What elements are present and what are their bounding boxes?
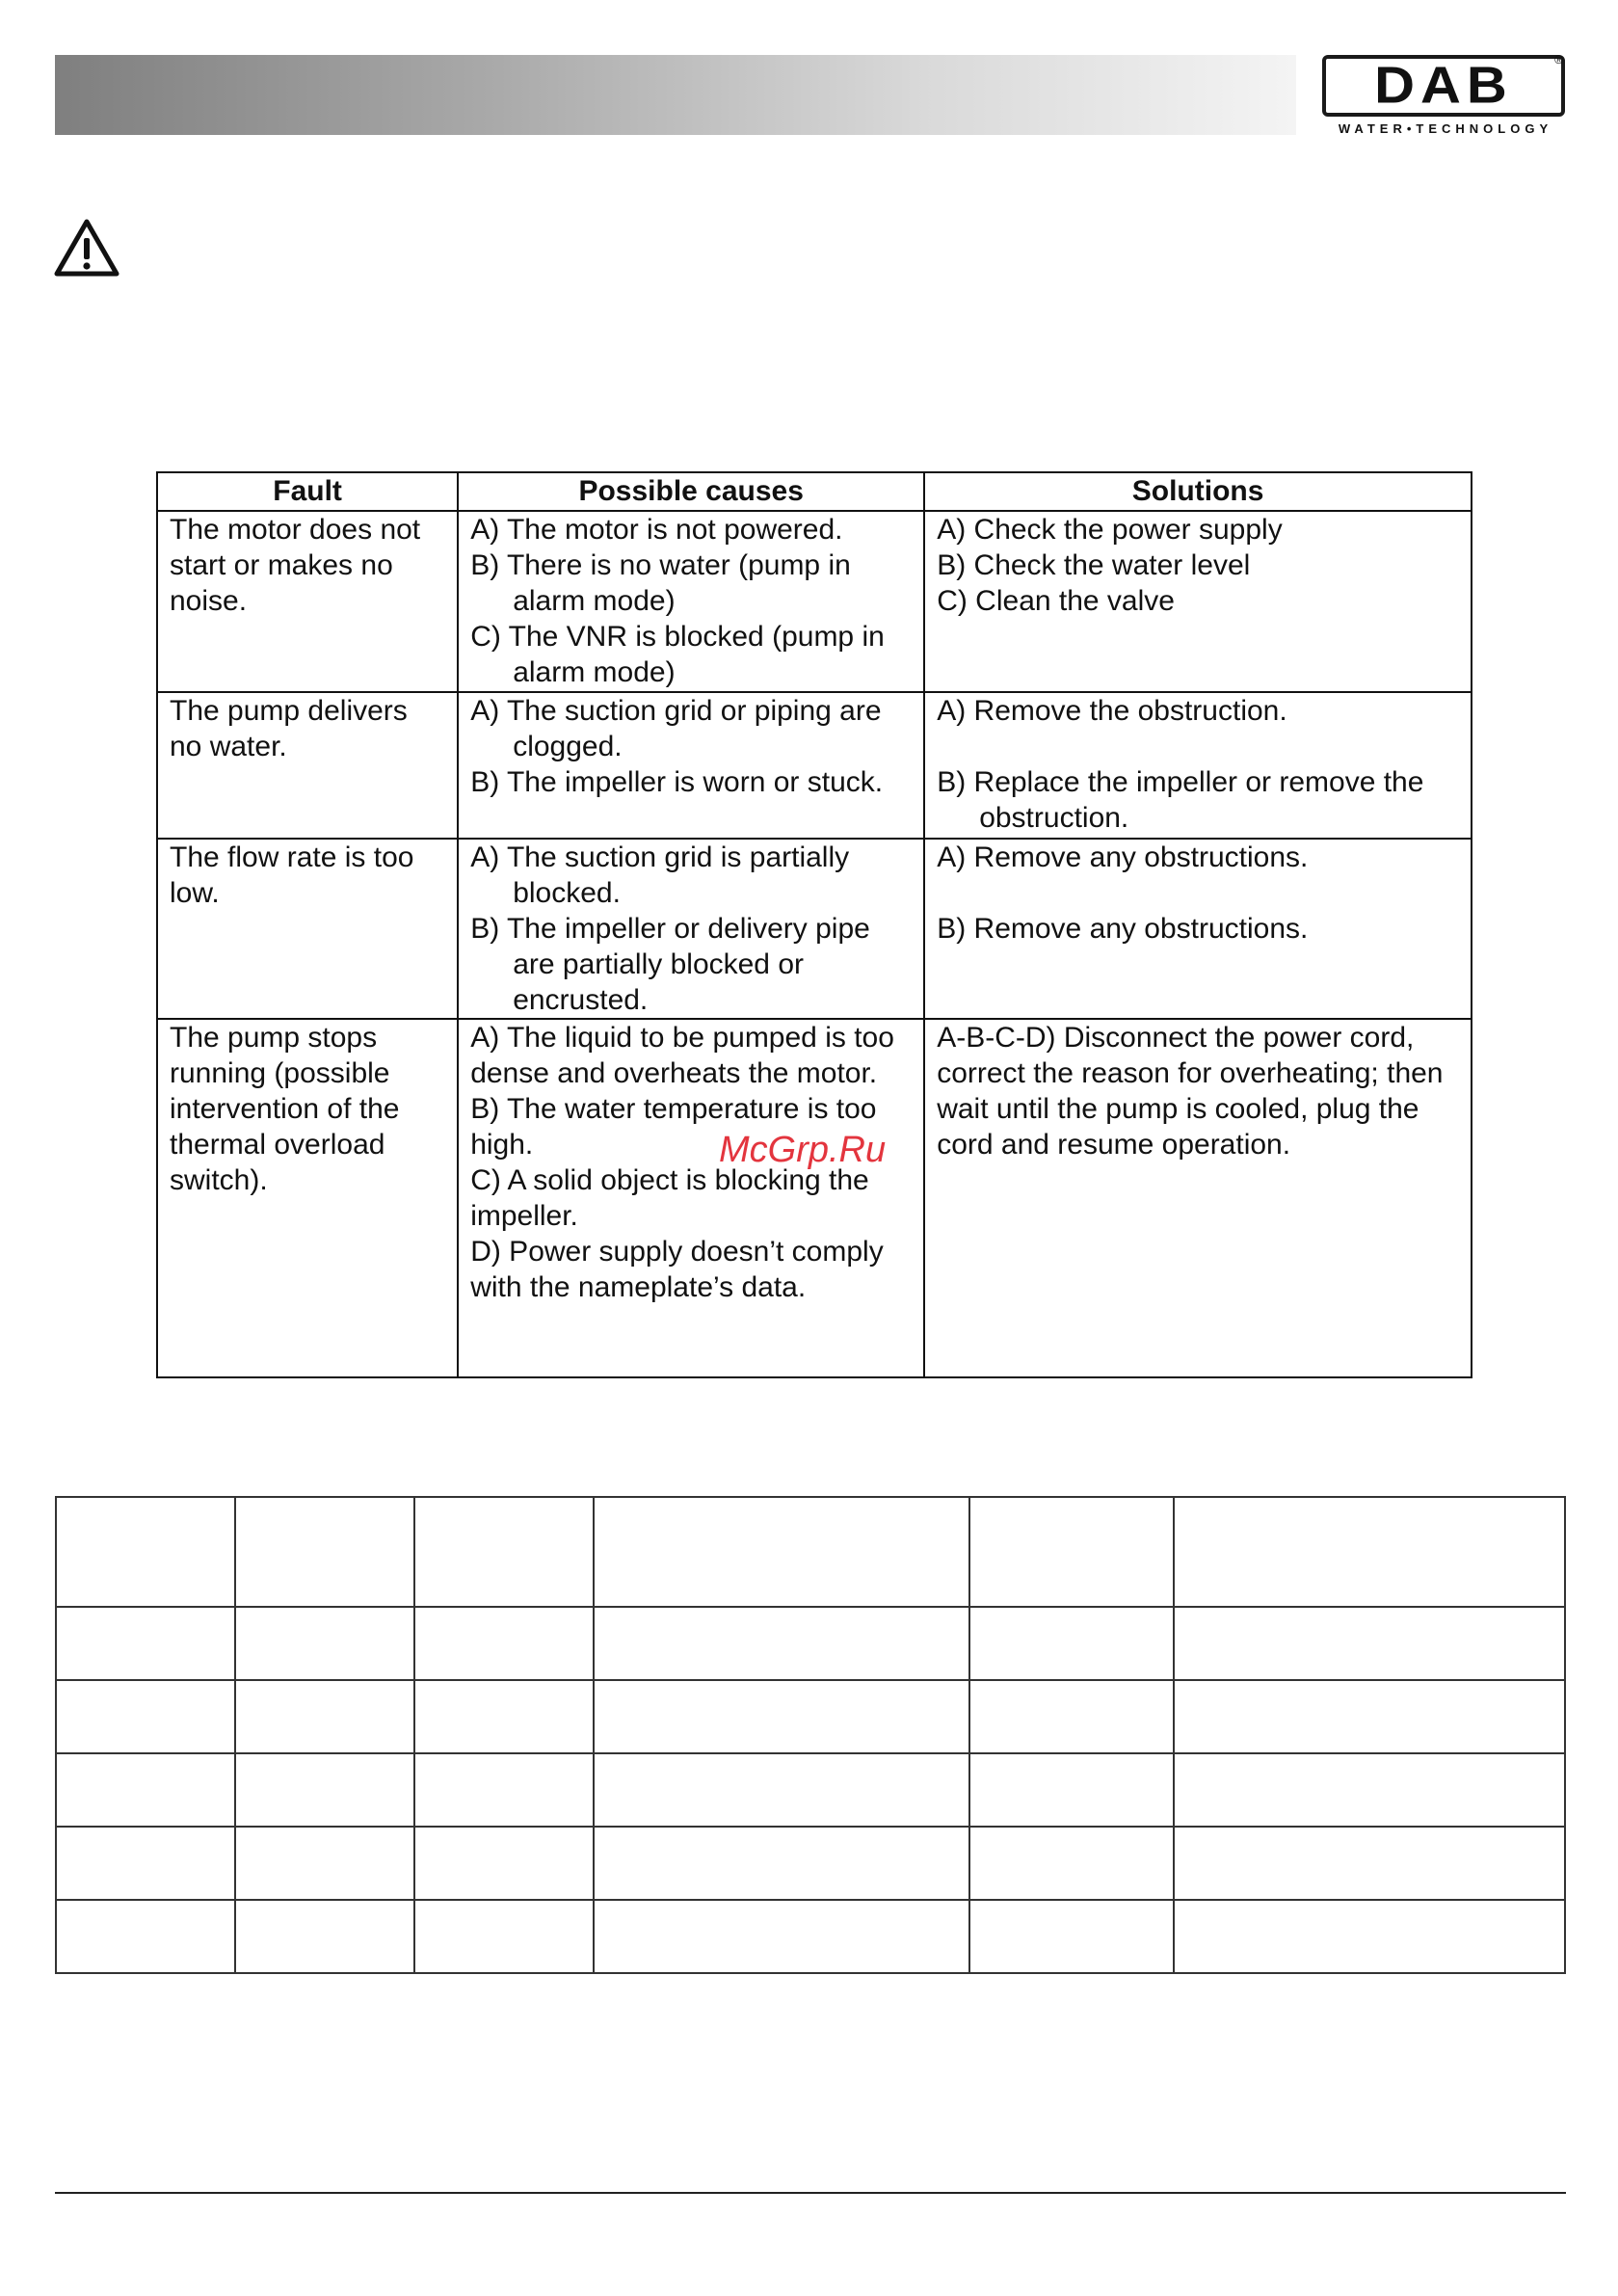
table-cell xyxy=(1174,1680,1565,1753)
table-cell xyxy=(594,1753,969,1827)
cause-item: A) The liquid to be pumped is too dense and overheats the motor. xyxy=(470,1022,894,1089)
table-cell xyxy=(56,1497,235,1607)
causes-cell xyxy=(458,692,924,839)
table-row xyxy=(56,1607,1565,1680)
table-cell xyxy=(594,1827,969,1900)
table-row xyxy=(157,692,1472,839)
table-cell xyxy=(56,1827,235,1900)
header-fault: Fault xyxy=(157,472,458,511)
table-cell xyxy=(235,1753,414,1827)
cause-item: C) The VNR is blocked (pump in alarm mode) xyxy=(470,621,885,688)
cause-item: B) The impeller is worn or stuck. xyxy=(470,766,884,798)
table-cell xyxy=(235,1827,414,1900)
table-cell xyxy=(414,1827,594,1900)
table-cell xyxy=(1174,1753,1565,1827)
footer-divider xyxy=(55,2192,1566,2194)
solution-item: B) Replace the impeller or remove the obstruction. xyxy=(937,766,1424,834)
solution-item: A-B-C-D) Disconnect the power cord, correct the reason for overheating; then wait until the pump is cooled, plug the cord and resume operation. xyxy=(937,1022,1444,1161)
table-cell xyxy=(235,1497,414,1607)
table-cell xyxy=(414,1753,594,1827)
spacer xyxy=(937,875,1461,911)
header-gradient-bar xyxy=(55,55,1296,135)
table-cell xyxy=(594,1607,969,1680)
table-cell xyxy=(969,1900,1174,1973)
logo-tagline: WATER•TECHNOLOGY xyxy=(1338,121,1553,136)
table-cell xyxy=(969,1497,1174,1607)
causes-cell xyxy=(458,839,924,1019)
logo-text: DAB xyxy=(1374,56,1513,115)
table-cell xyxy=(235,1680,414,1753)
table-cell xyxy=(594,1900,969,1973)
table-cell xyxy=(235,1607,414,1680)
cause-item: B) There is no water (pump in alarm mode) xyxy=(470,549,851,617)
solution-item: A) Remove any obstructions. xyxy=(937,841,1309,873)
fault-cell: The flow rate is too low. xyxy=(157,839,458,1019)
table-cell xyxy=(1174,1827,1565,1900)
solution-item: A) Remove the obstruction. xyxy=(937,695,1287,727)
table-cell xyxy=(56,1753,235,1827)
table-cell xyxy=(594,1497,969,1607)
table-row xyxy=(56,1900,1565,1973)
solution-item: A) Check the power supply xyxy=(937,514,1283,546)
cause-item: A) The motor is not powered. xyxy=(470,514,843,546)
table-cell xyxy=(1174,1497,1565,1607)
warning-triangle-icon xyxy=(53,218,120,278)
table-row xyxy=(56,1827,1565,1900)
spacer xyxy=(937,729,1461,764)
solutions-cell xyxy=(924,692,1472,839)
table-cell xyxy=(56,1680,235,1753)
solution-item: B) Check the water level xyxy=(937,549,1251,581)
table-cell xyxy=(969,1607,1174,1680)
fault-cell: The motor does not start or makes no noise. xyxy=(157,511,458,692)
table-cell xyxy=(1174,1607,1565,1680)
solutions-cell xyxy=(924,839,1472,1019)
header-solutions: Solutions xyxy=(924,472,1472,511)
table-cell xyxy=(594,1680,969,1753)
watermark: McGrp.Ru xyxy=(719,1130,887,1170)
causes-cell xyxy=(458,1019,924,1377)
table-row xyxy=(56,1753,1565,1827)
cause-item: C) A solid object is blocking the impeller. xyxy=(470,1164,869,1232)
solution-item: B) Remove any obstructions. xyxy=(937,913,1309,945)
table-row xyxy=(56,1680,1565,1753)
table-cell xyxy=(969,1827,1174,1900)
table-cell xyxy=(969,1753,1174,1827)
header-possible-causes: Possible causes xyxy=(458,472,924,511)
cause-item: B) The water temperature is too high. xyxy=(470,1093,877,1161)
troubleshooting-table xyxy=(156,471,1472,1378)
solution-item: C) Clean the valve xyxy=(937,585,1175,617)
table-cell xyxy=(414,1900,594,1973)
table-row xyxy=(157,839,1472,1019)
solutions-cell xyxy=(924,1019,1472,1377)
cause-item: D) Power supply doesn’t comply with the nameplate’s data. xyxy=(470,1236,884,1303)
blank-table xyxy=(55,1496,1566,1974)
fault-cell: The pump delivers no water. xyxy=(157,692,458,839)
table-cell xyxy=(969,1680,1174,1753)
cause-item: A) The suction grid is partially blocked. xyxy=(470,841,850,909)
table-cell xyxy=(235,1900,414,1973)
table-cell xyxy=(414,1680,594,1753)
cause-item: A) The suction grid or piping are clogged. xyxy=(470,695,882,762)
table-row xyxy=(157,511,1472,692)
table-cell xyxy=(56,1900,235,1973)
table-cell xyxy=(414,1497,594,1607)
causes-cell xyxy=(458,511,924,692)
table-cell xyxy=(414,1607,594,1680)
table-row xyxy=(56,1497,1565,1607)
table-cell xyxy=(56,1607,235,1680)
solutions-cell xyxy=(924,511,1472,692)
fault-cell: The pump stops running (possible intervention of the thermal overload switch). xyxy=(157,1019,458,1377)
cause-item: B) The impeller or delivery pipe are partially blocked or encrusted. xyxy=(470,913,870,1016)
dab-logo xyxy=(1322,55,1565,117)
table-cell xyxy=(1174,1900,1565,1973)
logo-registered-mark: ® xyxy=(1554,53,1563,67)
table-row xyxy=(157,1019,1472,1377)
